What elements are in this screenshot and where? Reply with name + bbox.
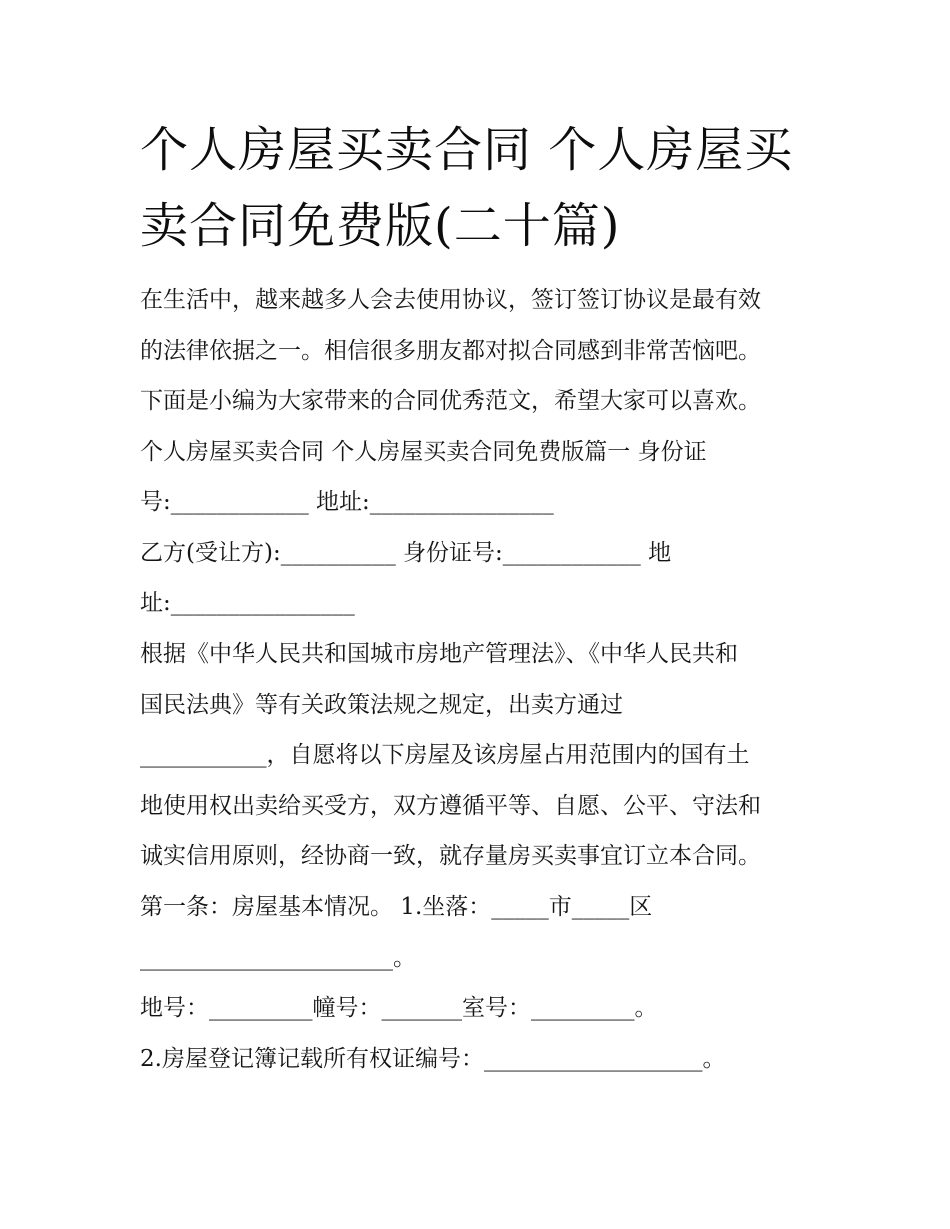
title-line-2: 卖合同免费版(二十篇): [140, 198, 621, 254]
body-line-14: ______________________。: [140, 945, 416, 971]
body-line-9: 国民法典》等有关政策法规之规定，出卖方通过: [140, 692, 623, 718]
title-line-1: 个人房屋买卖合同 个人房屋买: [140, 122, 794, 178]
body-line-15: 地号：_________幢号：_______室号：_________。: [140, 995, 658, 1021]
body-line-1: 在生活中，越来越多人会去使用协议，签订签订协议是最有效: [140, 287, 761, 313]
body-line-4: 个人房屋买卖合同 个人房屋买卖合同免费版篇一 身份证: [140, 439, 707, 465]
body-line-5: 号:____________ 地址:________________: [140, 489, 554, 515]
body-line-12: 诚实信用原则，经协商一致，就存量房买卖事宜订立本合同。: [140, 843, 761, 869]
body-line-16: 2.房屋登记簿记载所有权证编号：___________________。: [140, 1046, 726, 1072]
body-line-7: 址:________________: [140, 590, 355, 616]
document-title: [140, 112, 820, 264]
body-line-10: ___________，自愿将以下房屋及该房屋占用范围内的国有土: [140, 742, 750, 768]
body-line-6: 乙方(受让方):__________ 身份证号:____________ 地: [140, 540, 672, 566]
body-line-13: 第一条：房屋基本情况。 1.坐落：_____市_____区: [140, 894, 653, 920]
body-line-2: 的法律依据之一。相信很多朋友都对拟合同感到非常苦恼吧。: [140, 338, 761, 364]
body-line-3: 下面是小编为大家带来的合同优秀范文，希望大家可以喜欢。: [140, 388, 761, 414]
body-line-8: 根据《中华人民共和国城市房地产管理法》、《中华人民共和: [140, 641, 738, 667]
body-line-11: 地使用权出卖给买受方，双方遵循平等、自愿、公平、守法和: [140, 793, 761, 819]
